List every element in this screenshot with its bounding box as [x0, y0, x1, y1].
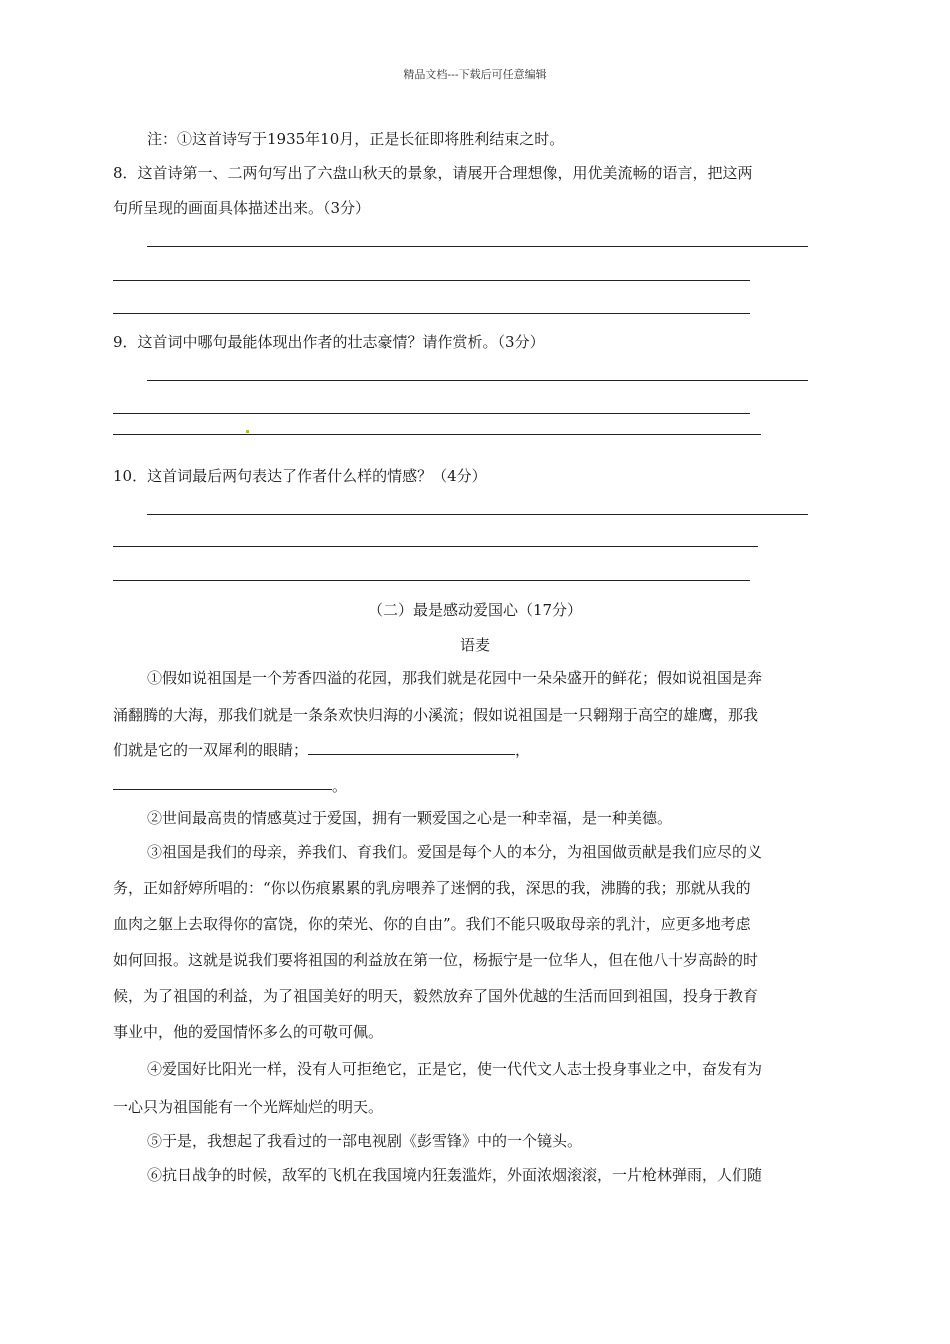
page-header: 精品文档---下载后可任意编辑 [403, 68, 547, 81]
answer-line [113, 280, 750, 281]
para-2: ②世间最高贵的情感莫过于爱国，拥有一颗爱国之心是一种幸福，是一种美德。 [147, 809, 673, 827]
answer-line [113, 580, 750, 581]
para-3-line2: 务，正如舒婷所唱的：“你以伤痕累累的乳房喂养了迷惘的我，深思的我，沸腾的我；那就从我的 [113, 879, 751, 897]
para-3-line4: 如何回报。这就是说我们要将祖国的利益放在第一位，杨振宁是一位华人，但在他八十岁高龄的时 [113, 951, 759, 969]
para-5: ⑤于是，我想起了我看过的一部电视剧《彭雪锋》中的一个镜头。 [147, 1132, 583, 1150]
fill-blank-1 [308, 740, 515, 755]
section-title: （二）最是感动爱国心（17分） [367, 601, 583, 619]
para-4-line2: 一心只为祖国能有一个光辉灿烂的明天。 [113, 1098, 384, 1116]
article-author: 语麦 [459, 636, 490, 654]
para-3-line3: 血肉之躯上去取得你的富饶，你的荣光、你的自由”。我们不能只吸取母亲的乳汁，应更多地考虑 [113, 915, 751, 933]
poem-note: 注：①这首诗写于1935年10月，正是长征即将胜利结束之时。 [147, 130, 565, 148]
answer-line [113, 546, 758, 547]
para-1-line2: 涌翻腾的大海，那我们就是一条条欢快归海的小溪流；假如说祖国是一只翱翔于高空的雄鹰，那我 [113, 706, 759, 724]
answer-line [147, 514, 808, 515]
para-1-comma: ， [515, 741, 531, 759]
para-3-line1: ③祖国是我们的母亲，养我们、育我们。爱国是每个人的本分，为祖国做贡献是我们应尽的义 [147, 843, 763, 861]
question-9: 9．这首词中哪句最能体现出作者的壮志豪情？请作赏析。（3分） [113, 333, 545, 351]
para-1-end: 。 [332, 777, 348, 795]
para-6-line1: ⑥抗日战争的时候，敌军的飞机在我国境内狂轰滥炸，外面浓烟滚滚，一片枪林弹雨，人们随 [147, 1166, 763, 1184]
answer-line [113, 434, 761, 435]
question-8-line2: 句所呈现的画面具体描述出来。（3分） [113, 199, 371, 217]
para-3-line5: 候，为了祖国的利益，为了祖国美好的明天，毅然放弃了国外优越的生活而回到祖国，投身于教育 [113, 987, 759, 1005]
fill-blank-2 [113, 789, 332, 790]
answer-line [113, 313, 750, 314]
answer-line [147, 246, 808, 247]
question-10: 10．这首词最后两句表达了作者什么样的情感？（4分） [113, 467, 487, 485]
para-1-line3 [113, 739, 530, 760]
para-1-line3-text: 们就是它的一双犀利的眼睛； [113, 741, 309, 759]
para-4-line1: ④爱国好比阳光一样，没有人可拒绝它，正是它，使一代代文人志士投身事业之中，奋发有为 [147, 1060, 763, 1078]
para-1-line1: ①假如说祖国是一个芳香四溢的花园，那我们就是花园中一朵朵盛开的鲜花；假如说祖国是奔 [147, 669, 763, 687]
para-3-line6: 事业中，他的爱国情怀多么的可敬可佩。 [113, 1023, 384, 1041]
stray-mark [246, 430, 249, 433]
question-8-line1: 8．这首诗第一、二两句写出了六盘山秋天的景象，请展开合理想像，用优美流畅的语言，把这两 [113, 164, 753, 182]
answer-line [147, 380, 808, 381]
answer-line [113, 413, 750, 414]
